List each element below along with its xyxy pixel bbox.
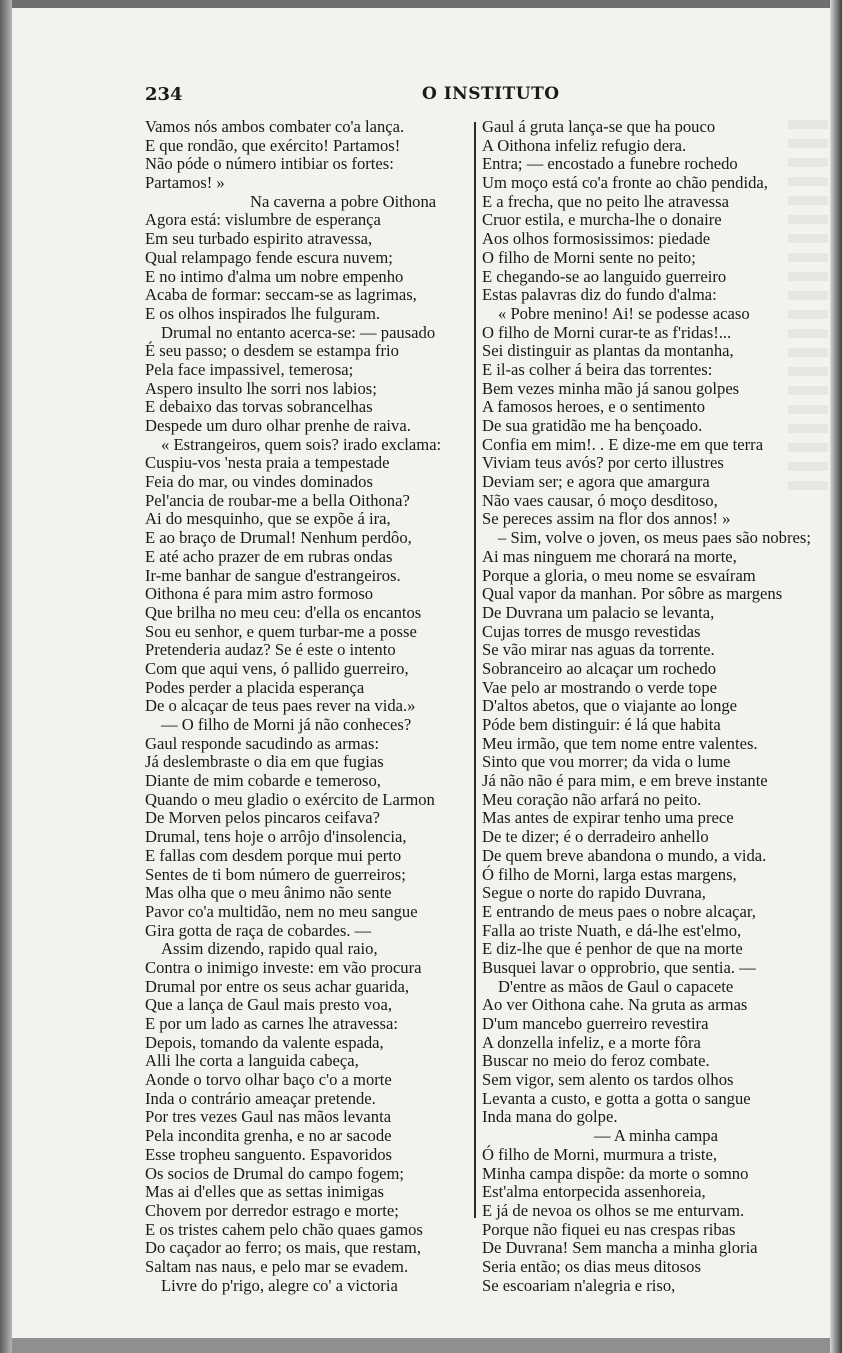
verse-line: E ao braço de Drumal! Nenhum perdôo,: [145, 528, 412, 548]
verse-line: Viviam teus avós? por certo illustres: [482, 453, 724, 473]
verse-line: Entra; — encostado a funebre rochedo: [482, 154, 738, 174]
verse-line: Não vaes causar, ó moço desditoso,: [482, 490, 718, 510]
verse-line: Partamos! »: [145, 173, 225, 193]
verse-line: Na caverna a pobre Oithona: [250, 191, 437, 211]
verse-line: De Duvrana um palacio se levanta,: [482, 602, 715, 622]
verse-line: Vamos nós ambos combater co'a lança.: [145, 117, 405, 136]
verse-line: Aos olhos formosissimos: piedade: [482, 229, 711, 249]
verse-line: E diz-lhe que é penhor de que na morte: [482, 939, 743, 959]
verse-line: Cruor estila, e murcha-lhe o donaire: [482, 210, 722, 230]
verse-line: Levanta a custo, e gotta a gotta o sangue: [482, 1088, 751, 1108]
verse-line: Diante de mim cobarde e temeroso,: [145, 771, 381, 791]
verse-line: Ó filho de Morni, larga estas margens,: [482, 864, 737, 884]
verse-line: E entrando de meus paes o nobre alcaçar,: [482, 901, 756, 921]
verse-line: « Estrangeiros, quem sois? irado exclama:: [161, 434, 442, 454]
verse-line: Feia do mar, ou vindes dominados: [145, 472, 373, 492]
verse-line: Oithona é para mim astro formoso: [145, 584, 374, 604]
verse-line: Inda o contrário ameaçar pretende.: [145, 1088, 376, 1108]
verse-line: – Sim, volve o joven, os meus paes são nobres;: [498, 528, 811, 548]
verse-line: Busquei lavar o opprobrio, que sentia. —: [482, 957, 756, 977]
verse-line: Sentes de ti bom número de guerreiros;: [145, 864, 406, 884]
verse-line: É seu passo; o desdem se estampa frio: [145, 341, 399, 361]
verse-line: Gaul responde sacudindo as armas:: [145, 733, 380, 753]
verse-line: Despede um duro olhar prenhe de raiva.: [145, 416, 411, 435]
verse-line: Póde bem distinguir: é lá que habita: [482, 715, 721, 734]
verse-line: Contra o inimigo investe: em vão procura: [145, 957, 422, 977]
verse-line: Meu coração não arfará no peito.: [482, 789, 702, 809]
verse-line: Qual vapor da manhan. Por sôbre as margens: [482, 584, 783, 604]
verse-line: Deviam ser; e agora que amargura: [482, 472, 710, 492]
scan-top-border: [0, 0, 842, 8]
verse-line: Ao ver Oithona cahe. Na gruta as armas: [482, 995, 748, 1015]
verse-line: — O filho de Morni já não conheces?: [161, 715, 412, 734]
verse-line: D'entre as mãos de Gaul o capacete: [498, 976, 734, 996]
verse-line: Inda mana do golpe.: [482, 1107, 618, 1127]
verse-line: Que brilha no meu ceu: d'ella os encantos: [145, 602, 422, 622]
verse-line: Sinto que vou morrer; da vida o lume: [482, 752, 731, 772]
verse-line: Que a lança de Gaul mais presto voa,: [145, 995, 392, 1015]
verse-line: Pela face impassivel, temerosa;: [145, 359, 354, 379]
verse-line: Ir-me banhar de sangue d'estrangeiros.: [145, 565, 401, 585]
verse-line: Saltam nas naus, e pelo mar se evadem.: [145, 1256, 409, 1276]
verse-line: E chegando-se ao languido guerreiro: [482, 266, 727, 286]
verse-line: D'altos abetos, que o viajante ao longe: [482, 696, 738, 716]
verse-line: Mas ai d'elles que as settas inimigas: [145, 1182, 384, 1202]
verse-line: Falla ao triste Nuath, e dá-lhe est'elmo,: [482, 920, 742, 940]
verse-line: Depois, tomando da valente espada,: [145, 1032, 384, 1052]
verse-line: Bem vezes minha mão já sanou golpes: [482, 378, 740, 398]
verse-line: Buscar no meio do feroz combate.: [482, 1051, 710, 1071]
verse-line: Sobranceiro ao alcaçar um rochedo: [482, 658, 717, 678]
verse-line: Ai mas ninguem me chorará na morte,: [482, 546, 737, 566]
verse-line: D'um mancebo guerreiro revestira: [482, 1014, 709, 1033]
verse-line: E que rondão, que exército! Partamos!: [145, 135, 401, 155]
verse-line: Sei distinguir as plantas da montanha,: [482, 341, 734, 361]
verse-line: Se escoariam n'alegria e riso,: [482, 1275, 676, 1295]
book-spine-shadow: [0, 0, 12, 1353]
verse-line: E no intimo d'alma um nobre empenho: [145, 266, 404, 286]
verse-line: Assim dizendo, rapido qual raio,: [161, 939, 378, 959]
page-number: 234: [145, 84, 183, 105]
verse-line: Aonde o torvo olhar baço c'o a morte: [145, 1070, 392, 1090]
verse-line: Os socios de Drumal do campo fogem;: [145, 1163, 404, 1183]
verse-line: A Oithona infeliz refugio dera.: [482, 135, 687, 155]
verse-line: Já deslembraste o dia em que fugias: [145, 752, 384, 772]
right-column: [482, 118, 812, 1295]
verse-line: De Morven pelos pincaros ceifava?: [145, 808, 380, 828]
verse-line: Pretenderia audaz? Se é este o intento: [145, 640, 396, 660]
verse-line: Sou eu senhor, e quem turbar-me a posse: [145, 621, 417, 641]
verse-line: Cujas torres de musgo revestidas: [482, 621, 701, 641]
column-divider: [474, 122, 476, 1218]
verse-line: Por tres vezes Gaul nas mãos levanta: [145, 1107, 392, 1127]
verse-line: O filho de Morni sente no peito;: [482, 247, 696, 267]
verse-line: Confia em mim!. . E dize-me em que terra: [482, 434, 764, 454]
verse-line: Pel'ancia de roubar-me a bella Oithona?: [145, 490, 410, 510]
verse-line: — A minha campa: [594, 1126, 718, 1146]
verse-line: Não póde o número intibiar os fortes:: [145, 154, 394, 174]
left-column: [145, 118, 470, 1295]
verse-line: De Duvrana! Sem mancha a minha gloria: [482, 1238, 758, 1258]
verse-line: Pela incondita grenha, e no ar sacode: [145, 1126, 392, 1146]
verse-line: Segue o norte do rapido Duvrana,: [482, 883, 706, 903]
page-header: [130, 78, 830, 104]
verse-line: O filho de Morni curar-te as f'ridas!...: [482, 322, 732, 342]
verse-line: A donzella infeliz, e a morte fôra: [482, 1032, 701, 1052]
verse-line: E já de nevoa os olhos se me enturvam.: [482, 1200, 745, 1220]
verse-line: E il-as colher á beira das torrentes:: [482, 359, 713, 379]
verse-line: De o alcaçar de teus paes rever na vida.»: [145, 696, 416, 716]
verse-line: De sua gratidão me ha bençoado.: [482, 416, 703, 435]
running-title: O INSTITUTO: [422, 84, 560, 104]
verse-line: E fallas com desdem porque mui perto: [145, 845, 402, 865]
verse-line: E os tristes cahem pelo chão quaes gamos: [145, 1219, 423, 1239]
verse-line: Gira gotta de raça de cobardes. —: [145, 920, 372, 940]
verse-line: Drumal, tens hoje o arrôjo d'insolencia,: [145, 827, 407, 847]
verse-line: Do caçador ao ferro; os mais, que restam,: [145, 1238, 421, 1258]
verse-line: « Pobre menino! Ai! se podesse acaso: [498, 303, 750, 323]
verse-line: Porque a gloria, o meu nome se esvaíram: [482, 565, 756, 585]
verse-line: Com que aqui vens, ó pallido guerreiro,: [145, 658, 409, 678]
verse-line: Gaul á gruta lança-se que ha pouco: [482, 117, 716, 136]
verse-line: Aspero insulto lhe sorri nos labios;: [145, 378, 377, 398]
verse-line: E debaixo das torvas sobrancelhas: [145, 397, 373, 417]
scan-right-edge: [830, 0, 842, 1353]
verse-line: Mas antes de expirar tenho uma prece: [482, 808, 734, 828]
verse-line: Drumal por entre os seus achar guarida,: [145, 976, 410, 996]
verse-line: Drumal no entanto acerca-se: — pausado: [161, 322, 436, 342]
verse-line: E os olhos inspirados lhe fulguram.: [145, 303, 381, 323]
verse-line: E até acho prazer de em rubras ondas: [145, 546, 393, 566]
verse-line: Est'alma entorpecida assenhoreia,: [482, 1182, 706, 1202]
verse-line: Pavor co'a multidão, nem no meu sangue: [145, 901, 418, 921]
verse-line: De quem breve abandona o mundo, a vida.: [482, 845, 767, 865]
verse-line: Meu irmão, que tem nome entre valentes.: [482, 733, 758, 753]
verse-line: Agora está: vislumbre de esperança: [145, 210, 381, 230]
verse-line: Se vão mirar nas aguas da torrente.: [482, 640, 715, 660]
verse-line: Vae pelo ar mostrando o verde tope: [482, 677, 717, 697]
verse-line: Ó filho de Morni, murmura a triste,: [482, 1144, 718, 1164]
verse-line: Já não não é para mim, e em breve instante: [482, 771, 768, 791]
verse-line: E a frecha, que no peito lhe atravessa: [482, 191, 729, 211]
verse-line: Um moço está co'a fronte ao chão pendida,: [482, 173, 768, 193]
verse-line: Minha campa dispõe: da morte o somno: [482, 1163, 749, 1183]
verse-line: Podes perder a placida esperança: [145, 677, 365, 697]
verse-line: Porque não fiquei eu nas crespas ribas: [482, 1219, 736, 1239]
verse-line: Qual relampago fende escura nuvem;: [145, 247, 393, 267]
verse-line: Se pereces assim na flor dos annos! »: [482, 509, 731, 529]
verse-line: Acaba de formar: seccam-se as lagrimas,: [145, 285, 417, 305]
verse-line: Esse tropheu sanguento. Espavoridos: [145, 1144, 393, 1164]
verse-line: Sem vigor, sem alento os tardos olhos: [482, 1070, 734, 1090]
verse-line: Alli lhe corta a languida cabeça,: [145, 1051, 359, 1071]
verse-line: Chovem por derredor estrago e morte;: [145, 1200, 399, 1220]
verse-line: A famosos heroes, e o sentimento: [482, 397, 706, 417]
verse-line: Mas olha que o meu ânimo não sente: [145, 883, 392, 903]
verse-line: Livre do p'rigo, alegre co' a victoria: [161, 1275, 398, 1295]
verse-line: Em seu turbado espirito atravessa,: [145, 229, 373, 249]
verse-line: Cuspiu-vos 'nesta praia a tempestade: [145, 453, 390, 473]
verse-line: Ai do mesquinho, que se expõe á ira,: [145, 509, 391, 529]
verse-line: De te dizer; é o derradeiro anhello: [482, 827, 709, 847]
verse-line: Estas palavras diz do fundo d'alma:: [482, 285, 717, 305]
verse-line: Quando o meu gladio o exército de Larmon: [145, 789, 435, 809]
verse-line: Seria então; os dias meus ditosos: [482, 1256, 701, 1276]
verse-line: E por um lado as carnes lhe atravessa:: [145, 1014, 398, 1033]
